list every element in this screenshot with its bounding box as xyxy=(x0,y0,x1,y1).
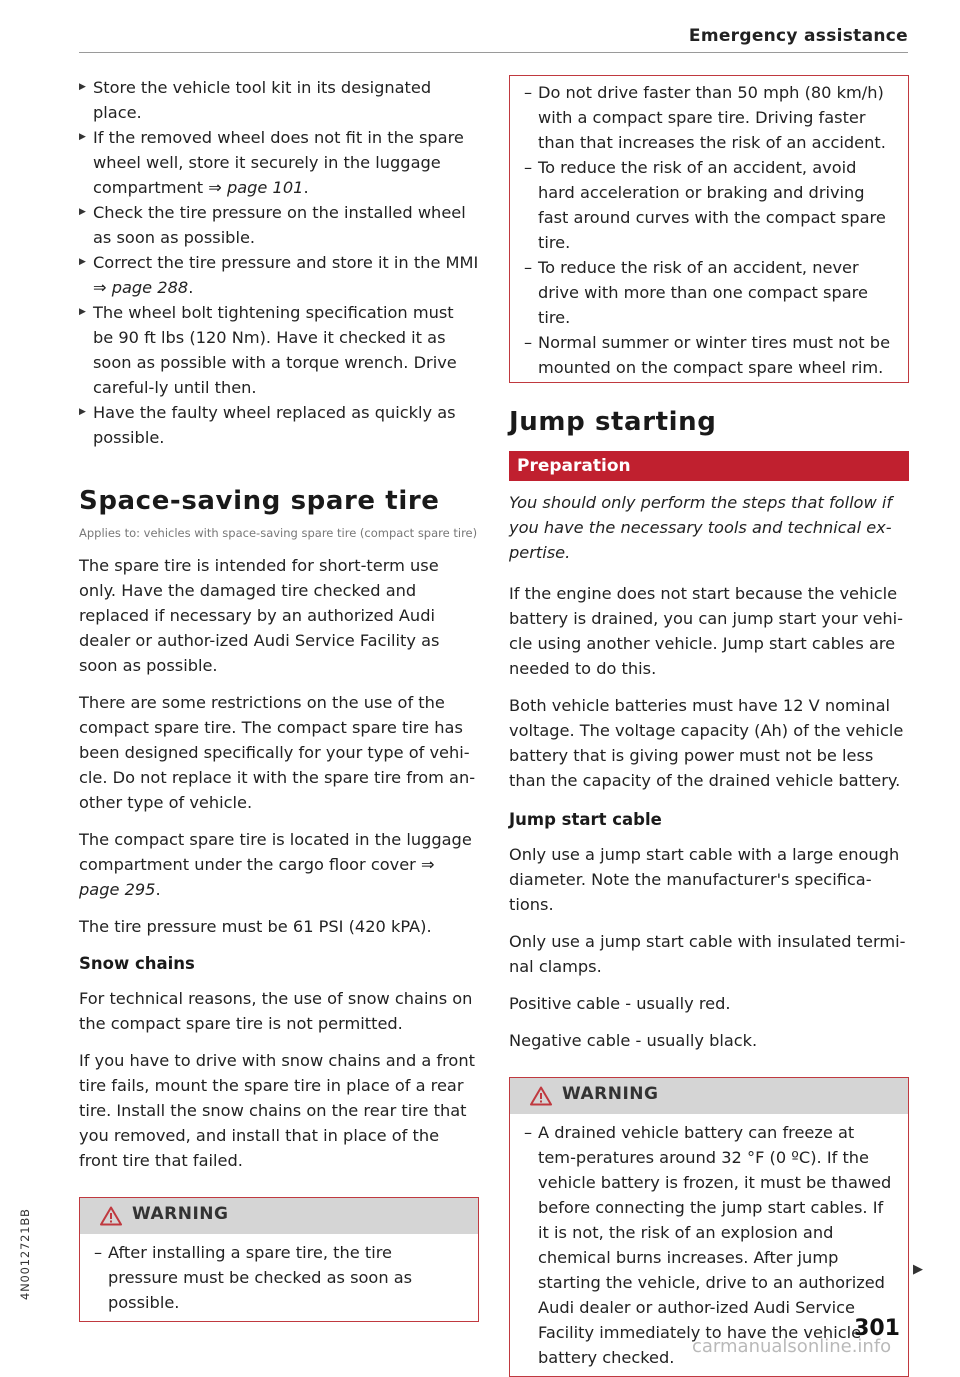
warning-continued-box xyxy=(509,75,909,383)
warning-item: – After installing a spare tire, the tire pressure must be checked as soon as possible. xyxy=(94,1240,466,1315)
paragraph: The tire pressure must be 61 PSI (420 kPA). xyxy=(79,917,432,936)
paragraph: Both vehicle batteries must have 12 V nominal voltage. The voltage capacity (Ah) of the vehicle battery that is giving power must not be less than the capacity of the drained vehicle battery. xyxy=(509,696,904,790)
left-column xyxy=(79,75,479,1322)
section-title-jump-starting: Jump starting xyxy=(509,407,717,437)
paragraph: Negative cable - usually black. xyxy=(509,1031,758,1050)
warning-header xyxy=(80,1198,478,1234)
header-title: Emergency assistance xyxy=(688,26,908,46)
paragraph: The spare tire is intended for short-term use only. Have the damaged tire checked and replaced if necessary by an authorized Audi dealer or author-ized Audi Service Facility as soon as possible. xyxy=(79,556,440,675)
intro-paragraph: You should only perform the steps that follow if you have the necessary tools and technical ex-pertise. xyxy=(509,493,893,562)
page-number: 301 xyxy=(854,1316,900,1341)
snow-chains-heading: Snow chains xyxy=(79,954,195,973)
warning-item: – Do not drive faster than 50 mph (80 km/h) with a compact spare tire. Driving faster than that increases the risk of an accident. xyxy=(524,80,896,155)
page-header xyxy=(79,24,908,53)
paragraph: Only use a jump start cable with insulated termi-nal clamps. xyxy=(509,932,906,976)
paragraph: Positive cable - usually red. xyxy=(509,994,731,1013)
paragraph: If you have to drive with snow chains and a front tire fails, mount the spare tire in place of a rear tire. Install the snow chains on the rear tire that you removed, and install that in place of the front tire that failed. xyxy=(79,1051,475,1170)
paragraph: There are some restrictions on the use of the compact spare tire. The compact spare tire has been designed specifically for your type of vehi-cle. Do not replace it with the spare tire from an-other type of vehicle. xyxy=(79,693,476,812)
paragraph: The compact spare tire is located in the luggage compartment under the cargo floor cover ⇒ page 295. xyxy=(79,830,472,899)
paragraph: If the engine does not start because the vehicle battery is drained, you can jump start your vehi-cle using another vehicle. Jump start cables are needed to do this. xyxy=(509,584,904,678)
warning-box xyxy=(509,1077,909,1377)
warning-item: – To reduce the risk of an accident, avoid hard acceleration or braking and driving fast around curves with the compact spare tire. xyxy=(524,155,896,255)
warning-item: – A drained vehicle battery can freeze at tem-peratures around 32 °F (0 ºC). If the vehicle battery is frozen, it must be thawed before connecting the jump start cables. If it is not, the risk of an explosion and chemical burns increases. After jump starting the vehicle, drive to an authorized Audi dealer or author-ized Audi Service Facility immediately to have the vehicle battery checked. xyxy=(524,1120,896,1370)
jump-start-cable-heading: Jump start cable xyxy=(509,810,662,829)
section-title-spare-tire: Space-saving spare tire xyxy=(79,486,440,516)
warning-triangle-icon xyxy=(530,1086,552,1106)
page-ref-link[interactable]: ⇒ page 288 xyxy=(93,278,189,297)
warning-box xyxy=(79,1197,479,1322)
warning-label: WARNING xyxy=(562,1084,659,1104)
paragraph: Only use a jump start cable with a large enough diameter. Note the manufacturer's specifica-tions. xyxy=(509,845,900,914)
warning-item: – To reduce the risk of an accident, never drive with more than one compact spare tire. xyxy=(524,255,896,330)
continue-arrow-icon: ▶ xyxy=(913,1262,923,1277)
applies-note: Applies to: vehicles with space-saving spare tire (compact spare tire) xyxy=(79,526,478,540)
bullet-item: ▶ The wheel bolt tightening specification must be 90 ft lbs (120 Nm). Have it checked it as soon as possible with a torque wrench. Drive careful-ly until then. xyxy=(79,300,479,400)
warning-body xyxy=(80,1234,478,1321)
bullet-item: ▶ Have the faulty wheel replaced as quickly as possible. xyxy=(79,400,479,450)
margin-code: 4N0012721BB xyxy=(18,1208,32,1300)
footer-watermark[interactable]: carmanualsonline.info xyxy=(692,1336,892,1357)
bullet-list xyxy=(79,75,479,450)
paragraph: For technical reasons, the use of snow chains on the compact spare tire is not permitted. xyxy=(79,989,473,1033)
bullet-item: ▶ Correct the tire pressure and store it in the MMI ⇒ page 288. xyxy=(79,250,479,300)
warning-label: WARNING xyxy=(132,1204,229,1224)
bullet-item: ▶ If the removed wheel does not fit in the spare wheel well, store it securely in the luggage compartment ⇒ page 101. xyxy=(79,125,479,200)
warning-triangle-icon xyxy=(100,1206,122,1226)
bullet-item: ▶ Check the tire pressure on the installed wheel as soon as possible. xyxy=(79,200,479,250)
warning-item: – Normal summer or winter tires must not be mounted on the compact spare wheel rim. xyxy=(524,330,896,380)
right-column xyxy=(509,75,909,1377)
warning-body xyxy=(510,76,908,382)
page-ref-link[interactable]: ⇒ page 101 xyxy=(208,178,304,197)
warning-header xyxy=(510,1078,908,1114)
subsection-bar-preparation: Preparation xyxy=(509,451,909,481)
page-ref-link[interactable]: ⇒ page 295 xyxy=(79,855,435,899)
bullet-item: ▶ Store the vehicle tool kit in its designated place. xyxy=(79,75,479,125)
